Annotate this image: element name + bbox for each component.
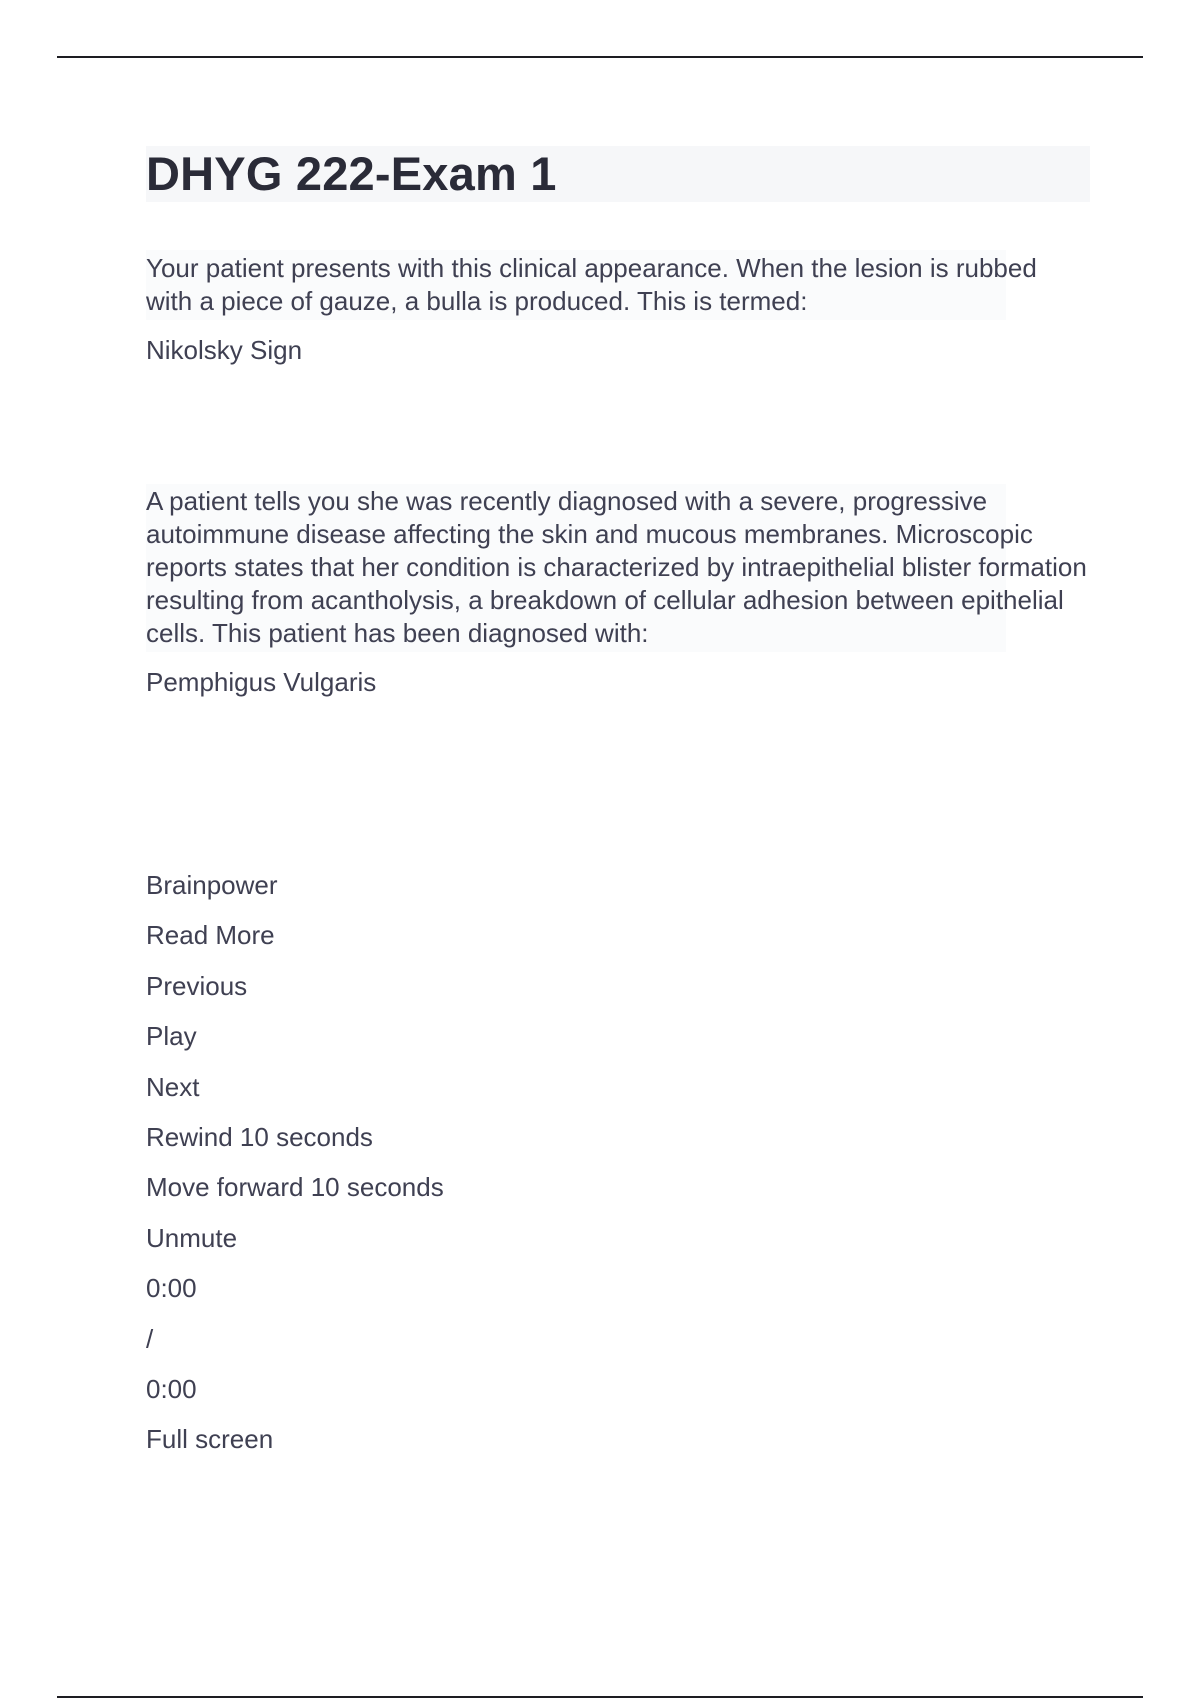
flashcard-2 — [146, 485, 1090, 699]
play-button[interactable]: Play — [146, 1021, 197, 1052]
unmute-button[interactable]: Unmute — [146, 1222, 238, 1253]
read-more-link[interactable]: Read More — [146, 920, 275, 951]
rewind-button[interactable]: Rewind 10 seconds — [146, 1121, 373, 1152]
flashcard-answer: Nikolsky Sign — [146, 335, 303, 365]
document-title: DHYG 222-Exam 1 — [146, 147, 557, 200]
flashcard-1 — [146, 252, 1090, 367]
current-time: 0:00 — [146, 1273, 197, 1304]
media-player-controls — [146, 868, 444, 1473]
flashcard-question: A patient tells you she was recently diagnosed with a severe, progressive autoimmune disease affecting the skin and mucous membranes. Microscopic reports states that her condition is characterized by intraepithelial blister formation resulting from acantholysis, a breakdown of cellular adhesion between epithelial cells. This patient has been diagnosed with: — [146, 486, 1087, 648]
brainpower-link[interactable]: Brainpower — [146, 870, 278, 900]
fullscreen-button[interactable]: Full screen — [146, 1424, 274, 1455]
flashcard-answer: Pemphigus Vulgaris — [146, 667, 377, 697]
forward-button[interactable]: Move forward 10 seconds — [146, 1172, 444, 1203]
top-divider — [57, 56, 1143, 58]
flashcard-question: Your patient presents with this clinical appearance. When the lesion is rubbed with a piece of gauze, a bulla is produced. This is termed: — [146, 253, 1037, 316]
bottom-divider — [57, 1696, 1143, 1698]
duration-time: 0:00 — [146, 1373, 197, 1404]
time-separator: / — [146, 1323, 154, 1354]
next-button[interactable]: Next — [146, 1071, 200, 1102]
previous-button[interactable]: Previous — [146, 970, 248, 1001]
